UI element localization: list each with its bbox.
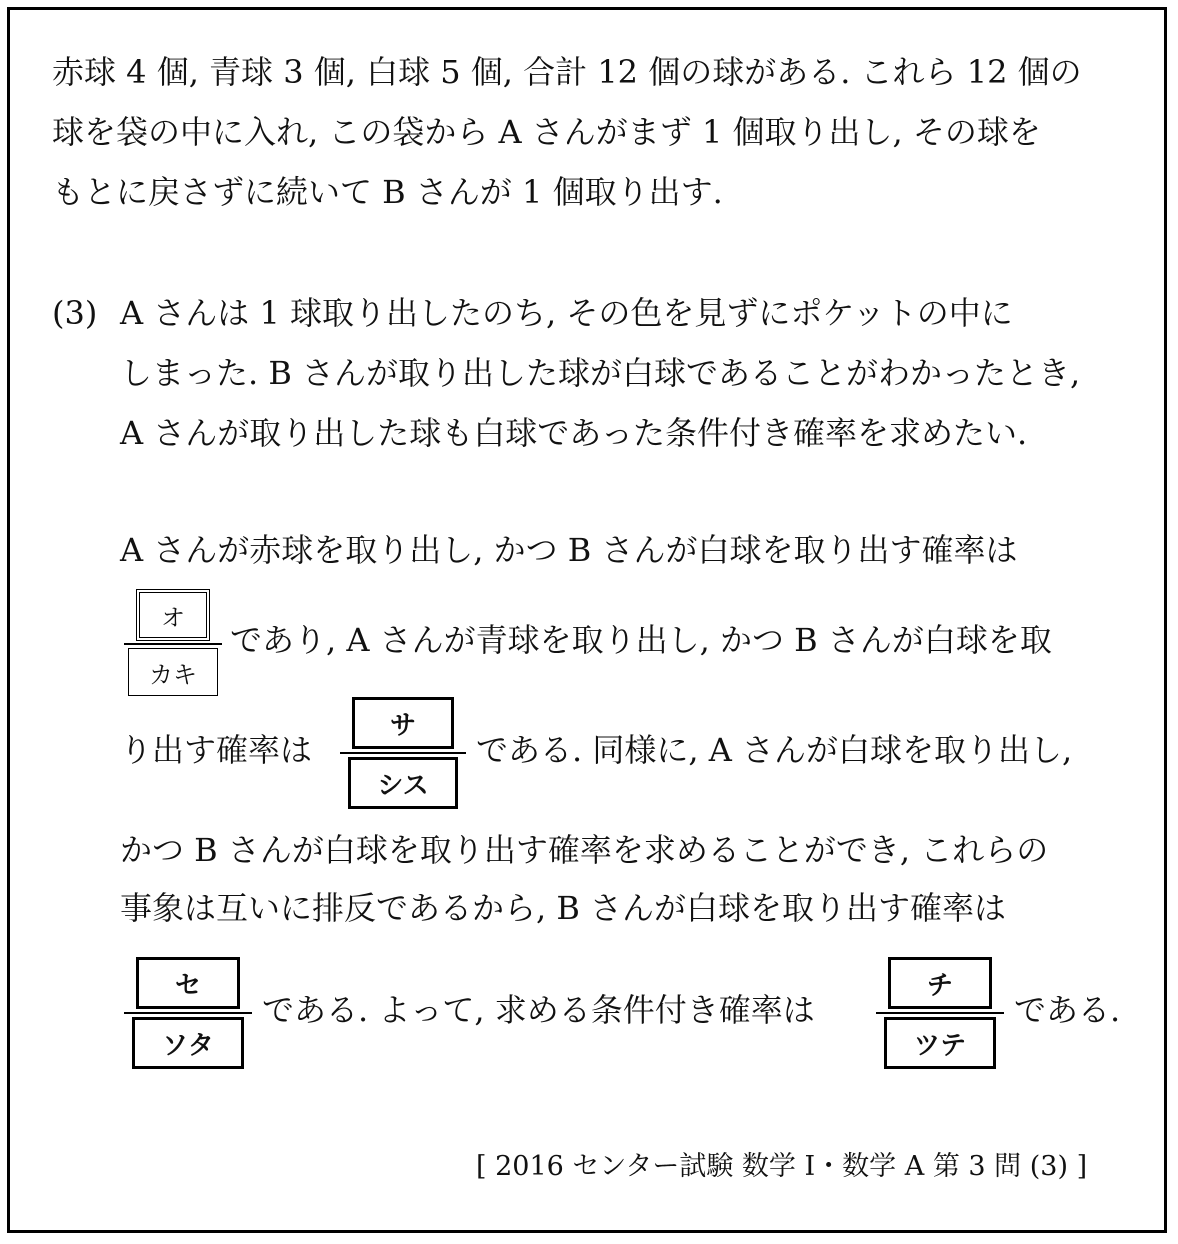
fraction-bar-4	[876, 1012, 1004, 1014]
answer-box-tsute[interactable]	[884, 1017, 996, 1069]
fraction-bar-3	[124, 1012, 252, 1014]
answer-box-o-inner	[139, 592, 207, 638]
fraction-bar-2	[340, 752, 466, 754]
answer-box-shisu-label: シス	[377, 770, 429, 801]
question-line-3: A さんが取り出した球も白球であった条件付き確率を求めたい.	[120, 414, 1028, 452]
answer-box-sa[interactable]	[352, 697, 454, 749]
fraction-bar-1	[124, 643, 222, 645]
answer-box-kaki[interactable]	[128, 648, 218, 696]
intro-line-3: もとに戻さずに続いて B さんが 1 個取り出す.	[52, 173, 723, 211]
question-line-9-mid: である. よって, 求める条件付き確率は	[262, 991, 815, 1029]
answer-box-tsute-label: ツテ	[913, 1030, 966, 1061]
question-line-6-after: である. 同様に, A さんが白球を取り出し,	[476, 731, 1073, 769]
intro-line-1: 赤球 4 個, 青球 3 個, 白球 5 個, 合計 12 個の球がある. これら 12 個の	[52, 53, 1082, 91]
question-line-2: しまった. B さんが取り出した球が白球であることがわかったとき,	[120, 354, 1081, 392]
answer-box-shisu[interactable]	[348, 757, 458, 809]
question-line-1: A さんは 1 球取り出したのち, その色を見ずにポケットの中に	[120, 294, 1013, 332]
intro-line-2: 球を袋の中に入れ, この袋から A さんがまず 1 個取り出し, その球を	[52, 113, 1041, 151]
answer-box-sa-label: サ	[389, 710, 416, 741]
answer-box-sota[interactable]	[132, 1017, 244, 1069]
answer-box-o[interactable]	[136, 589, 210, 641]
question-line-4: A さんが赤球を取り出し, かつ B さんが白球を取り出す確率は	[120, 531, 1018, 569]
answer-box-se-label: セ	[174, 970, 201, 1001]
source-citation: [ 2016 センター試験 数学 I・数学 A 第 3 問 (3) ]	[476, 1151, 1088, 1182]
question-line-6-before: り出す確率は	[120, 731, 313, 769]
question-line-5: であり, A さんが青球を取り出し, かつ B さんが白球を取	[230, 621, 1052, 659]
question-label: (3)	[52, 294, 98, 332]
question-line-8: 事象は互いに排反であるから, B さんが白球を取り出す確率は	[120, 889, 1007, 927]
answer-box-chi[interactable]	[888, 957, 992, 1009]
question-line-7: かつ B さんが白球を取り出す確率を求めることができ, これらの	[120, 831, 1049, 869]
answer-box-kaki-label: カキ	[149, 660, 197, 689]
question-line-9-end: である.	[1014, 991, 1121, 1029]
answer-box-sota-label: ソタ	[162, 1030, 214, 1061]
answer-box-se[interactable]	[136, 957, 240, 1009]
answer-box-o-label: オ	[161, 603, 185, 632]
answer-box-chi-label: チ	[926, 970, 953, 1001]
